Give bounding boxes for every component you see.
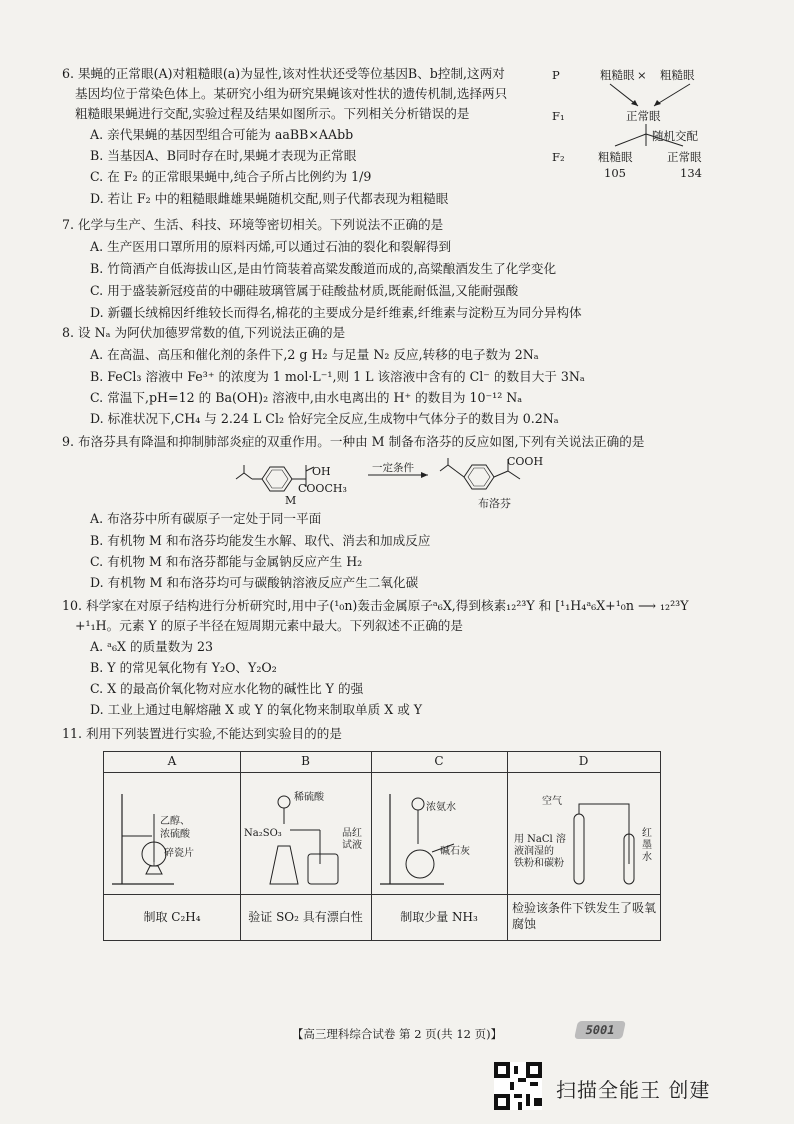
page-footer: 【高三理科综合试卷 第 2 页(共 12 页)】 [291, 1027, 503, 1041]
header-b: B [301, 754, 310, 768]
q11-stem: 11. 利用下列装置进行实验,不能达到实验目的的是 [62, 726, 342, 741]
pedigree-f2-left-count: 105 [604, 166, 626, 180]
q8-option-a: A. 在高温、高压和催化剂的条件下,2 g H₂ 与足量 N₂ 反应,转移的电子数为 2Nₐ [90, 347, 539, 362]
m-label: M [285, 494, 297, 507]
paper-code-badge: 5001 [574, 1021, 626, 1039]
label-d-nacl-2: 液润湿的 [514, 846, 554, 857]
q10-option-c: C. X 的最高价氧化物对应水化物的碱性比 Y 的强 [90, 681, 364, 696]
pedigree-p-left: 粗糙眼 [600, 68, 635, 82]
q10-option-d: D. 工业上通过电解熔融 X 或 Y 的氧化物来制取单质 X 或 Y [90, 702, 423, 717]
q6-option-d: D. 若让 F₂ 中的粗糙眼雌雄果蝇随机交配,则子代都表现为粗糙眼 [90, 191, 449, 206]
pedigree-f2-right-count: 134 [680, 166, 702, 180]
label-b-dilute-acid: 稀硫酸 [294, 792, 324, 803]
q7-stem: 7. 化学与生产、生活、科技、环境等密切相关。下列说法不正确的是 [62, 217, 444, 232]
q6-stem-line-2: 基因均位于常染色体上。某研究小组为研究果蝇该对性状的遗传机制,选择两只 [75, 86, 508, 101]
q7-option-d: D. 新疆长绒棉因纤维较长而得名,棉花的主要成分是纤维素,纤维素与淀粉互为同分异构体 [90, 305, 582, 320]
header-d: D [578, 754, 589, 768]
reaction-condition: 一定条件 [372, 462, 414, 474]
pedigree-arrows [595, 82, 705, 152]
m-oh-label: OH [312, 465, 331, 478]
pedigree-f1: F₁ [552, 109, 565, 123]
q6-option-a: A. 亲代果蝇的基因型组合可能为 aaBB×AAbb [90, 127, 354, 142]
caption-row-divider [104, 894, 660, 895]
label-d-nacl-1: 用 NaCl 溶 [514, 834, 566, 845]
q9-stem: 9. 布洛芬具有降温和抑制肺部炎症的双重作用。一种由 M 制备布洛芬的反应如图,下列有关说法正确的是 [62, 434, 645, 449]
q10-stem-line-1: 10. 科学家在对原子结构进行分析研究时,用中子(¹₀n)轰击金属原子ᵃ₆X,得到核素₁₂²³Y 和 [¹₁H₄ᵃ₆X+¹₀n ⟶ ₁₂²³Y [62, 598, 689, 613]
caption-d: 检验该条件下铁发生了吸氧腐蚀 [512, 901, 657, 931]
q7-option-a: A. 生产医用口罩所用的原料丙烯,可以通过石油的裂化和裂解得到 [90, 239, 452, 254]
q10-option-b: B. Y 的常见氧化物有 Y₂O、Y₂O₂ [90, 660, 277, 675]
label-b-reagent: 试液 [342, 840, 362, 851]
label-a-sulfuric-acid: 浓硫酸 [160, 829, 190, 840]
q8-option-c: C. 常温下,pH=12 的 Ba(OH)₂ 溶液中,由水电离出的 H⁺ 的数目为 10⁻¹² Nₐ [90, 390, 523, 405]
scanner-brand-watermark: 扫描全能王 创建 [556, 1078, 711, 1102]
q8-stem: 8. 设 Nₐ 为阿伏加德罗常数的值,下列说法正确的是 [62, 325, 346, 340]
label-b-magenta: 品红 [342, 828, 362, 839]
q9-option-c: C. 有机物 M 和布洛芬都能与金属钠反应产生 H₂ [90, 554, 363, 569]
qr-code-icon [494, 1062, 542, 1110]
pedigree-f1-phenotype: 正常眼 [626, 109, 661, 123]
q8-option-d: D. 标准状况下,CH₄ 与 2.24 L Cl₂ 恰好完全反应,生成物中气体分子的数目为 0.2Nₐ [90, 411, 559, 426]
q10-option-a: A. ᵃ₆X 的质量数为 23 [90, 639, 213, 654]
q9-option-d: D. 有机物 M 和布洛芬均可与碳酸钠溶液反应产生二氧化碳 [90, 575, 419, 590]
header-c: C [434, 754, 444, 768]
pedigree-f2-left: 粗糙眼 [598, 150, 633, 164]
caption-b: 验证 SO₂ 具有漂白性 [248, 910, 363, 924]
label-b-na2so3: Na₂SO₃ [244, 828, 282, 839]
q9-option-b: B. 有机物 M 和布洛芬均能发生水解、取代、消去和加成反应 [90, 533, 431, 548]
label-d-red-3: 水 [642, 852, 652, 863]
q6-option-c: C. 在 F₂ 的正常眼果蝇中,纯合子所占比例约为 1/9 [90, 169, 372, 184]
pedigree-p-right: 粗糙眼 [660, 68, 695, 82]
q6-stem-line-1: 6. 果蝇的正常眼(A)对粗糙眼(a)为显性,该对性状还受等位基因B、b控制,这两对 [62, 66, 505, 81]
pedigree-random-mating: 随机交配 [652, 129, 698, 143]
pedigree-f2-right: 正常眼 [667, 150, 702, 164]
label-c-soda-lime: 碱石灰 [440, 846, 470, 857]
q6-option-b: B. 当基因A、B同时存在时,果蝇才表现为正常眼 [90, 148, 357, 163]
q9-option-a: A. 布洛芬中所有碳原子一定处于同一平面 [90, 511, 322, 526]
q7-option-b: B. 竹筒酒产自低海拔山区,是由竹筒装着高粱发酸道而成的,高粱酿酒发生了化学变化 [90, 261, 557, 276]
q8-option-b: B. FeCl₃ 溶液中 Fe³⁺ 的浓度为 1 mol·L⁻¹,则 1 L 该溶液中含有的 Cl⁻ 的数目大于 3Nₐ [90, 369, 585, 384]
pedigree-cross: × [637, 68, 647, 82]
label-a-ethanol: 乙醇、 [160, 816, 190, 827]
pedigree-p: P [552, 68, 560, 82]
caption-a: 制取 C₂H₄ [143, 910, 201, 924]
q6-stem-line-3: 粗糙眼果蝇进行交配,实验过程及结果如图所示。下列相关分析错误的是 [75, 106, 470, 121]
product-cooh-label: COOH [507, 455, 544, 468]
label-d-red-1: 红 [642, 828, 652, 839]
label-d-nacl-3: 铁粉和碳粉 [514, 858, 564, 869]
apparatus-table [103, 751, 661, 941]
q7-option-c: C. 用于盛装新冠疫苗的中硼硅玻璃管属于硅酸盐材质,既能耐低温,又能耐强酸 [90, 283, 519, 298]
caption-c: 制取少量 NH₃ [400, 910, 478, 924]
m-cooch3-label: COOCH₃ [298, 482, 347, 495]
product-label: 布洛芬 [478, 497, 511, 510]
pedigree-f2: F₂ [552, 150, 565, 164]
label-d-air: 空气 [542, 796, 562, 807]
header-a: A [167, 754, 177, 768]
label-c-ammonia: 浓氨水 [426, 802, 456, 813]
label-d-red-2: 墨 [642, 840, 652, 851]
label-a-porcelain: 碎瓷片 [164, 848, 194, 859]
q10-stem-line-2: +¹₁H。元素 Y 的原子半径在短周期元素中最大。下列叙述不正确的是 [75, 618, 463, 633]
